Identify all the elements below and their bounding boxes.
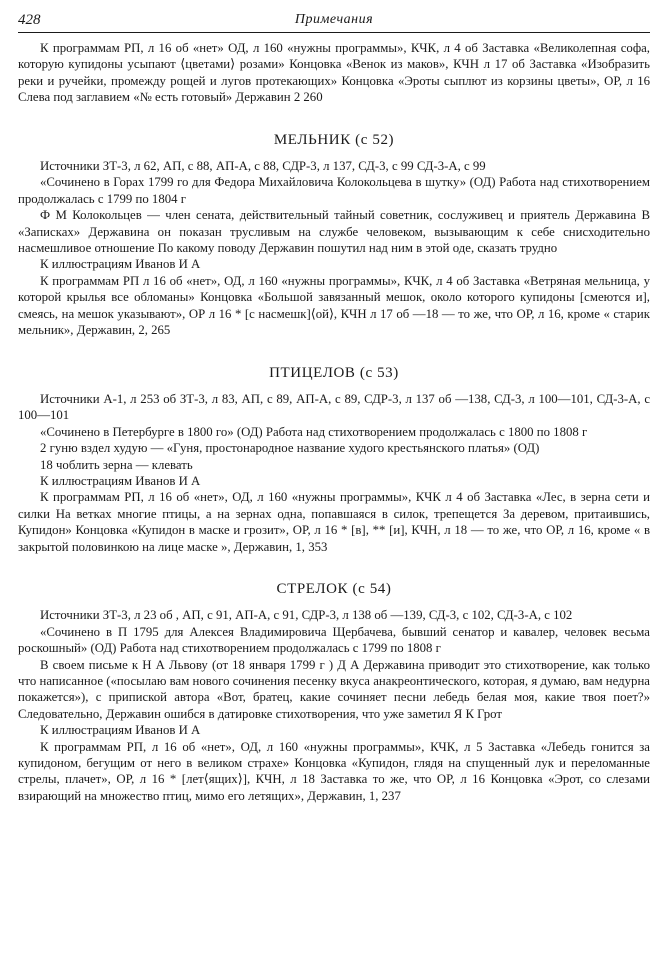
section-paragraph: Источники А-1, л 253 об ЗТ-3, л 83, АП, с 89, АП-А, с 89, СДР-3, л 137 об —138, СД-3, л 100—101, СД-3-А, с 100—101: [18, 391, 650, 423]
section-paragraph: Ф М Колокольцев — член сената, действительный тайный советник, сослуживец и приятель Державина В «Записках» Державина он показан трусливым на службе человеком, вызывающим к себе снисходительно насмешливое отношение По какому поводу Державин пошутил над ним в этой оде, сказать трудно: [18, 208, 650, 256]
section-paragraph: «Сочинено в Горах 1799 го для Федора Михайловича Колокольцева в шутку» (ОД) Работа над стихотворением продолжалась с 1799 по 1804 г: [18, 175, 650, 206]
section-paragraph: К программам РП, л 16 об «нет», ОД, л 160 «нужны программы», КЧК, л 5 Заставка «Лебедь гонится за купидоном, бегущим от него в великом страхе» Концовка «Купидон, глядя на спущенный лук и переломанные стрелы, плачет», ОР, л 16 * [лет⟨ящих⟩], КЧН, л 18 Заставка то же, что ОР, л 16 Концовка «Эрот, со слезами взирающий на множество птиц, мимо его летящих», Державин, 1, 237: [18, 739, 650, 803]
page-header: [18, 12, 650, 33]
running-title: Примечания: [294, 12, 374, 27]
section-heading-ptitselov: ПТИЦЕЛОВ (с 53): [269, 364, 399, 381]
page-content: [18, 40, 650, 804]
section-paragraph: «Сочинено в П 1795 для Алексея Владимировича Щербачева, бывший сенатор и кавалер, человек весьма роскошный» (ОД) Работа над стихотворением продолжалась с 1799 по 1808 г: [18, 624, 650, 656]
section-paragraph: К иллюстрациям Иванов И А: [40, 473, 201, 488]
section-paragraph: В своем письме к Н А Львову (от 18 января 1799 г ) Д А Державина приводит это стихотворение, как только что написанное («посылаю вам нового сочинения песенку вкуса анакреонтического, которая, я думаю, вам недурна покажется»), с припиской автора «Вот, братец, какие сочиняет песни лебедь белая моя, какие твоя поет?» Следовательно, Державин ошибся в датировке стихотворения, что уже заметил Я К Грот: [18, 657, 650, 721]
section-paragraph: 18 чоблить зерна — клевать: [40, 457, 193, 472]
section-paragraph: К программам РП л 16 об «нет», ОД, л 160 «нужны программы», КЧК, л 4 об Заставка «Ветряная мельница, у которой крылья все обломаны» Концовка «Большой завязанный мешок, около которого купидоны [смеются и], смеясь, на мешок указывают», ОР л 16 * [с насмешк]⟨ой⟩, КЧН л 17 об —18 — то же, что ОР, л 16, кроме « старик мельник», Державин, 2, 265: [18, 273, 650, 338]
section-heading-strelok: СТРЕЛОК (с 54): [276, 580, 392, 597]
section-paragraph: Источники ЗТ-3, л 23 об , АП, с 91, АП-А, с 91, СДР-3, л 138 об —139, СД-3, с 102, СД-3-А, с 102: [40, 608, 573, 623]
section-paragraph: Источники ЗТ-3, л 62, АП, с 88, АП-А, с 88, СДР-3, л 137, СД-3, с 99 СД-3-А, с 99: [40, 159, 486, 174]
section-paragraph: К иллюстрациям Иванов И А: [40, 257, 201, 272]
section-paragraph: «Сочинено в Петербурге в 1800 го» (ОД) Работа над стихотворением продолжалась с 1800 по 1808 г: [40, 424, 588, 439]
top-paragraph: К программам РП, л 16 об «нет» ОД, л 160 «нужны программы», КЧК, л 4 об Заставка «Великолепная софа, которую купидоны усыпают ⟨цветами⟩ розами» Концовка «Венок из маков», КЧН л 17 об Заставка «Изобразить реки и ручейки, промежду рощей и лугов протекающих» Концовка «Эроты сыплют из корзины цветы», ОР, л 16 Слева под заглавием «№ есть готовый» Державин 2 260: [18, 41, 650, 105]
section-heading-melnik: МЕЛЬНИК (с 52): [273, 131, 395, 148]
section-paragraph: К иллюстрациям Иванов И А: [40, 723, 201, 738]
section-paragraph: К программам РП, л 16 об «нет», ОД, л 160 «нужны программы», КЧК л 4 об Заставка «Лес, в зерна сети и силки На ветках многие птицы, а на зернах одна, попавшаяся в силок, трепещется За деревом, притаившись, Купидон» Концовка «Купидон в маске и грозит», ОР, л 16 * [в], ** [и], КЧН, л 18 — то же, что ОР, л 16, кроме « в закрытой половинкою на лице маске », Державин, 1, 353: [18, 490, 650, 554]
page-number: 428: [18, 12, 41, 28]
section-paragraph: 2 гуню вздел худую — «Гуня, простонародное название худого крестьянского платья» (ОД): [40, 441, 540, 456]
